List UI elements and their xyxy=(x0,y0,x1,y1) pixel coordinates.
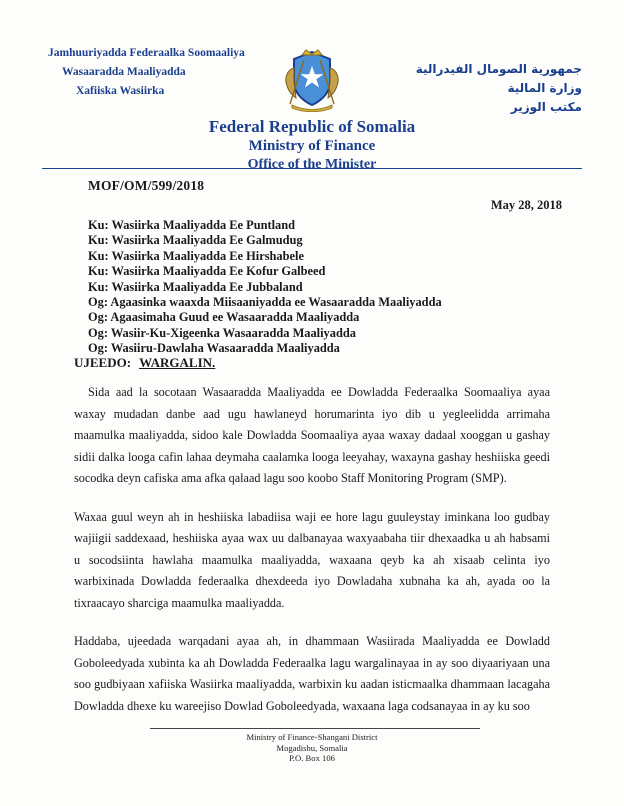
footer-line-2: Mogadishu, Somalia xyxy=(276,742,348,753)
letterhead-arabic-line-3: مكتب الوزير xyxy=(510,100,582,114)
letterhead-arabic-block xyxy=(382,60,582,117)
list-item: Ku: Wasiirka Maaliyadda Ee Jubbaland xyxy=(88,279,303,294)
letterhead-arabic-line-1: جمهورية الصومال الفيدرالية xyxy=(415,62,582,76)
letterhead-somali-line-2: Wasaaradda Maaliyadda xyxy=(62,66,186,78)
footer-line-1: Ministry of Finance-Shangani District xyxy=(246,732,378,742)
letter-date: May 28, 2018 xyxy=(490,198,562,212)
letterhead-english-line-1: Federal Republic of Somalia xyxy=(208,117,416,136)
letterhead-somali-line-1: Jamhuuriyadda Federaalka Soomaaliya xyxy=(48,47,245,59)
list-item: Og: Agaasimaha Guud ee Wasaaradda Maaliyadda xyxy=(88,310,360,325)
subject-line xyxy=(74,355,215,371)
letter-body xyxy=(74,382,550,734)
subject-value: WARGALIN. xyxy=(139,355,216,370)
list-item: Og: Agaasinka waaxda Miisaaniyadda ee Wasaaradda Maaliyadda xyxy=(88,295,442,310)
list-item: Ku: Wasiirka Maaliyadda Ee Galmudug xyxy=(88,233,303,248)
letterhead-english-line-2: Ministry of Finance xyxy=(248,138,376,154)
letterhead-arabic-line-2: وزارة المالية xyxy=(507,81,582,95)
subject-label: UJEEDO: xyxy=(74,355,132,370)
letterhead-somali-block xyxy=(48,44,278,101)
letterhead-english-block xyxy=(0,116,624,174)
letterhead xyxy=(0,34,624,172)
footer-line-3: P.O. Box 106 xyxy=(289,753,335,763)
letterhead-english-line-3: Office of the Minister xyxy=(247,157,377,172)
footer-divider xyxy=(150,728,480,729)
paragraph: Sida aad la socotaan Wasaaradda Maaliyadda ee Dowladda Federaalka Soomaaliya ayaa waxay mudadan danbe aad ugu hawlaneyd horumarinta iyo dib u yegleelidda arrimaha maamulka maaliyadda, sidoo kale Dowladda Soomaaliya ayaa waxay dadaal xooggan u gashay sidii dalka looga cafin lahaa deymaha caalamka looga leeyahay, waxayna gashay heshiiska geedi socodka deyn cafiska ama afka qalaad lagu soo koobo Staff Monitoring Program (SMP). xyxy=(74,385,550,485)
list-item: Og: Wasiiru-Dawlaha Wasaaradda Maaliyadda xyxy=(88,341,340,356)
paragraph: Waxaa guul weyn ah in heshiiska labadiisa waji ee hore lagu guuleystay iminkana loo gudbay wajiigii saddexaad, heshiiska ayaa wax uu dalbanayaa waxyaabaha tiir dhexaadka u ah habsami u socodsiinta hawlaha maamulka maaliyadda, waxaana qeyb ka ah xisaab celinta iyo warbixinada Dowladda federaalka dhexdeeda iyo Dowladaha xubnaha ka ah, ayada oo la tixraacayo sharciga maamulka maaliyadda. xyxy=(74,509,550,610)
list-item: Ku: Wasiirka Maaliyadda Ee Puntland xyxy=(88,218,296,232)
letterhead-somali-line-3: Xafiiska Wasiirka xyxy=(76,85,165,97)
header-divider xyxy=(42,168,582,169)
list-item: Ku: Wasiirka Maaliyadda Ee Kofur Galbeed xyxy=(88,264,326,279)
paragraph: Haddaba, ujeedada warqadani ayaa ah, in dhammaan Wasiirada Maaliyadda ee Dowladd Goboleedyada xubinta ka ah Dowladda Federaalka lagu wargalinayaa in ay soo diyaariyaan una soo gudbiyaan xafiiska Wasiirka maaliyadda, warbixin ku aadan isticmaalka dhammaan lacagaha Dowladda dhexe ku wareejiso Dowlad Goboleedyada, waxaana laga codsanayaa in ay ku soo xyxy=(74,634,550,713)
somalia-coat-of-arms-icon xyxy=(280,46,344,112)
reference-number: MOF/OM/599/2018 xyxy=(88,178,205,193)
addressee-list xyxy=(88,218,558,357)
list-item: Ku: Wasiirka Maaliyadda Ee Hirshabele xyxy=(88,248,304,263)
list-item: Og: Wasiir-Ku-Xigeenka Wasaaradda Maaliyadda xyxy=(88,325,356,340)
page-footer xyxy=(0,732,624,764)
